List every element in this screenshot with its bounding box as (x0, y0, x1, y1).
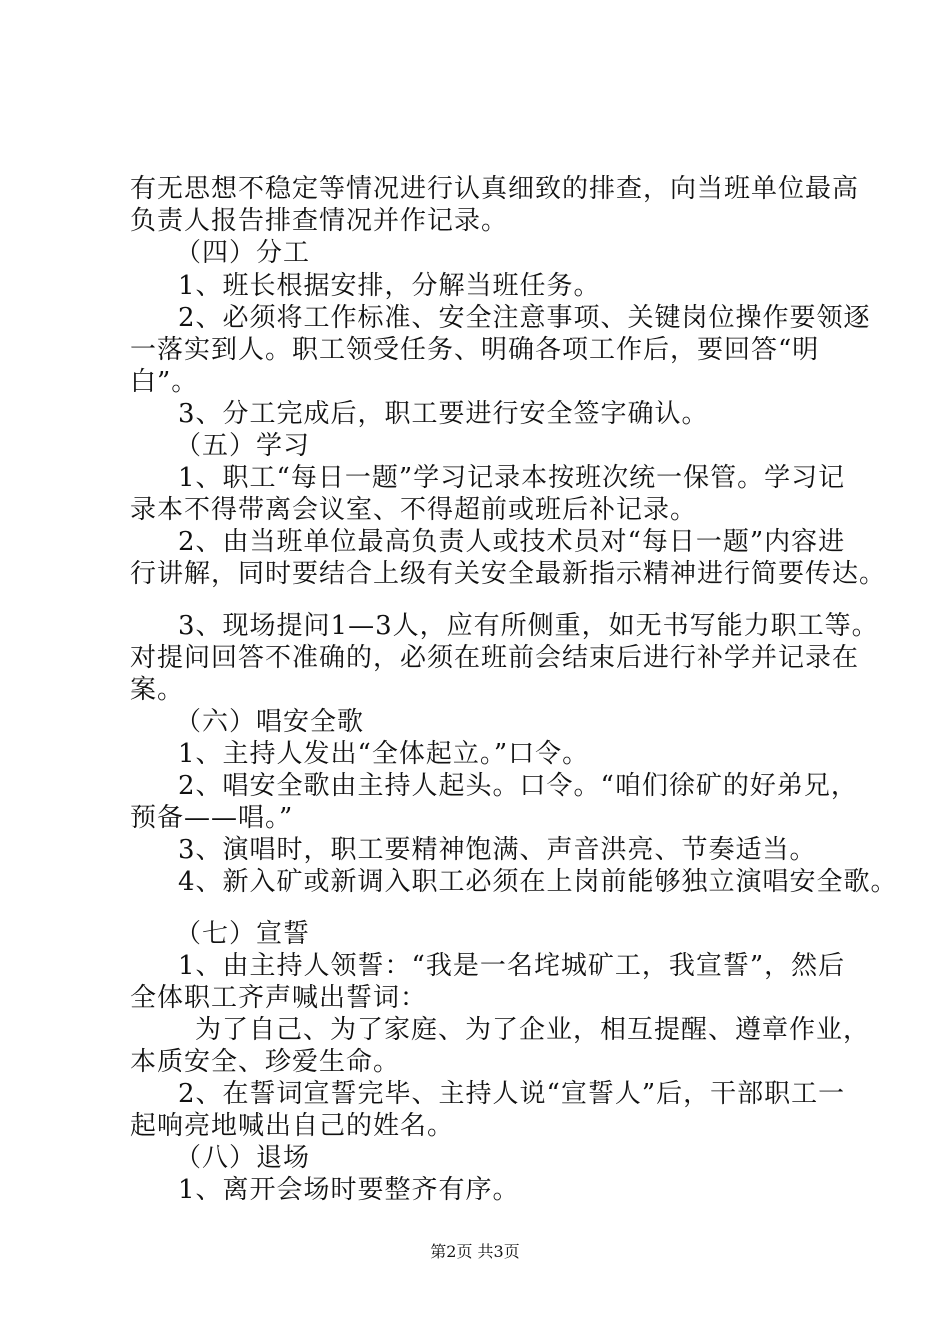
paragraph-line: 3、现场提问1—3人，应有所侧重，如无书写能力职工等。 (178, 611, 879, 641)
section-heading: （六）唱安全歌 (175, 707, 365, 737)
oath-text-line: 本质安全、珍爱生命。 (130, 1047, 401, 1077)
section-heading: （七）宣誓 (175, 919, 311, 949)
paragraph-line: 负责人报告排查情况并作记录。 (130, 206, 509, 236)
section-heading: （四）分工 (175, 238, 311, 268)
paragraph-line: 2、必须将工作标准、安全注意事项、关键岗位操作要领逐 (178, 303, 871, 333)
section-heading: （八）退场 (175, 1143, 311, 1173)
paragraph-line: 有无思想不稳定等情况进行认真细致的排查，向当班单位最高 (130, 174, 860, 204)
paragraph-line: 4、新入矿或新调入职工必须在上岗前能够独立演唱安全歌。 (178, 867, 898, 897)
paragraph-line: 起响亮地喊出自己的姓名。 (130, 1111, 455, 1141)
paragraph-line: 2、在誓词宣誓完毕、主持人说“宣誓人”后，干部职工一 (178, 1079, 846, 1109)
paragraph-line: 预备——唱。” (130, 803, 294, 833)
page-number-footer: 第2页 共3页 (430, 1242, 520, 1261)
paragraph-line: 录本不得带离会议室、不得超前或班后补记录。 (130, 495, 698, 525)
oath-text-line: 为了自己、为了家庭、为了企业，相互提醒、遵章作业， (195, 1015, 871, 1045)
paragraph-line: 对提问回答不准确的，必须在班前会结束后进行补学并记录在 (130, 643, 860, 673)
paragraph-line: 一落实到人。职工领受任务、明确各项工作后，要回答“明 (130, 335, 820, 365)
paragraph-line: 行讲解，同时要结合上级有关安全最新指示精神进行简要传达。 (130, 559, 887, 589)
paragraph-line: 3、演唱时，职工要精神饱满、声音洪亮、节奏适当。 (178, 835, 817, 865)
paragraph-line: 1、离开会场时要整齐有序。 (178, 1175, 520, 1205)
paragraph-line: 白”。 (130, 367, 199, 397)
paragraph-line: 1、由主持人领誓：“我是一名垞城矿工，我宣誓”，然后 (178, 951, 846, 981)
paragraph-line: 1、职工“每日一题”学习记录本按班次统一保管。学习记 (178, 463, 846, 493)
paragraph-line: 1、主持人发出“全体起立。”口令。 (178, 739, 590, 769)
paragraph-line: 全体职工齐声喊出誓词： (130, 983, 428, 1013)
paragraph-line: 3、分工完成后，职工要进行安全签字确认。 (178, 399, 709, 429)
paragraph-line: 案。 (130, 675, 185, 705)
paragraph-line: 2、唱安全歌由主持人起头。口令。“咱们徐矿的好弟兄， (178, 771, 858, 801)
paragraph-line: 2、由当班单位最高负责人或技术员对“每日一题”内容进 (178, 527, 846, 557)
paragraph-line: 1、班长根据安排，分解当班任务。 (178, 271, 601, 301)
section-heading: （五）学习 (175, 431, 311, 461)
